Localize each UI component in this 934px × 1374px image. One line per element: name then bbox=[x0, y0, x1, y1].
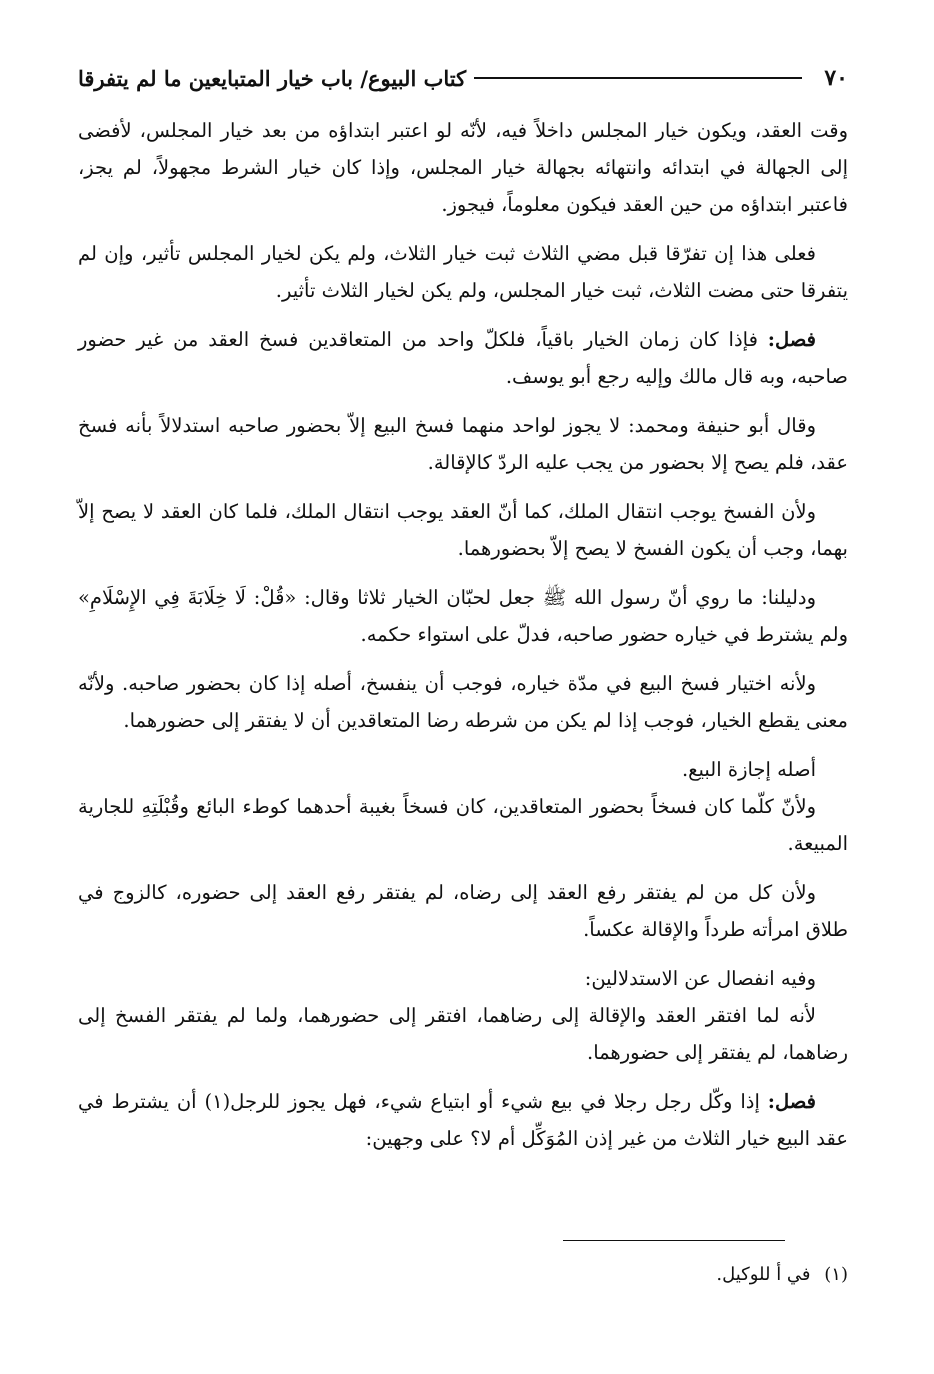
section-label: فصل: bbox=[767, 328, 816, 351]
footnote-number: (١) bbox=[824, 1264, 848, 1285]
paragraph-text: ولأن كل من لم يفتقر رفع العقد إلى رضاه، لم يفتقر رفع العقد إلى حضوره، كالزوج في طلاق امرأته طرداً والإقالة عكساً. bbox=[78, 881, 848, 941]
paragraph bbox=[78, 960, 848, 997]
paragraph-text: ودليلنا: ما روي أنّ رسول الله ﷺ جعل لحبّان الخيار ثلاثا وقال: «قُلْ: لَا خِلَابَةَ فِي الإِسْلَامِ» ولم يشترط في خياره حضور صاحبه، فدلّ على استواء حكمه. bbox=[78, 586, 848, 646]
chapter-title: كتاب البيوع/ باب خيار المتبايعين ما لم يتفرقا bbox=[78, 65, 467, 91]
paragraph bbox=[78, 1083, 848, 1157]
paragraph-text: أصله إجازة البيع. bbox=[681, 758, 816, 781]
footnote-rule bbox=[563, 1240, 785, 1241]
footnote bbox=[78, 1260, 848, 1290]
paragraph-text: ولأن الفسخ يوجب انتقال الملك، كما أنّ العقد يوجب انتقال الملك، فلما كان العقد لا يصح إلاّ بهما، وجب أن يكون الفسخ لا يصح إلاّ بحضورهما. bbox=[78, 500, 848, 560]
paragraph bbox=[78, 235, 848, 309]
body-text bbox=[78, 112, 848, 1169]
paragraph-text: وفيه انفصال عن الاستدلالين: bbox=[584, 967, 816, 990]
paragraph-text: ولأنّ كلّما كان فسخاً بحضور المتعاقدين، كان فسخاً بغيبة أحدهما كوطء البائع وقُبْلَتِهِ للجارية المبيعة. bbox=[78, 795, 848, 855]
page-number: ٧٠ bbox=[824, 65, 848, 91]
paragraph bbox=[78, 788, 848, 862]
paragraph bbox=[78, 997, 848, 1071]
paragraph-text: إذا وكّل رجل رجلا في بيع شيء أو ابتياع شيء، فهل يجوز للرجل(١) أن يشترط في عقد البيع خيار الثلاث من غير إذن المُوَكِّل أم لا؟ على وجهين: bbox=[78, 1090, 848, 1150]
paragraph bbox=[78, 751, 848, 788]
paragraph bbox=[78, 112, 848, 223]
paragraph bbox=[78, 321, 848, 395]
paragraph bbox=[78, 665, 848, 739]
paragraph-text: فإذا كان زمان الخيار باقياً، فلكلّ واحد من المتعاقدين فسخ العقد من غير حضور صاحبه، وبه قال مالك وإليه رجع أبو يوسف. bbox=[78, 328, 848, 388]
paragraph-text: لأنه لما افتقر العقد والإقالة إلى رضاهما، افتقر إلى حضورهما، ولما لم يفتقر الفسخ إلى رضاهما، لم يفتقر إلى حضورهما. bbox=[78, 1004, 848, 1064]
paragraph-text: فعلى هذا إن تفرّقا قبل مضي الثلاث ثبت خيار الثلاث، ولم يكن لخيار المجلس تأثير، وإن لم يتفرقا حتى مضت الثلاث، ثبت خيار المجلس، ولم يكن لخيار الثلاث تأثير. bbox=[78, 242, 848, 302]
paragraph bbox=[78, 493, 848, 567]
paragraph bbox=[78, 407, 848, 481]
paragraph-text: ولأنه اختيار فسخ البيع في مدّة خياره، فوجب أن ينفسخ، أصله إذا كان بحضور صاحبه. ولأنّه معنى يقطع الخيار، فوجب إذا لم يكن من شرطه رضا المتعاقدين أن لا يفتقر إلى حضورهما. bbox=[78, 672, 848, 732]
paragraph bbox=[78, 579, 848, 653]
section-label: فصل: bbox=[767, 1090, 816, 1113]
running-header bbox=[78, 58, 848, 98]
paragraph-text: وقت العقد، ويكون خيار المجلس داخلاً فيه، لأنّه لو اعتبر ابتداؤه من بعد خيار المجلس، لأفضى إلى الجهالة في ابتدائه وانتهائه بجهالة خيار المجلس، وإذا كان خيار الشرط مجهولاً، لم يجز، فاعتبر ابتداؤه من حين العقد فيكون معلوماً، فيجوز. bbox=[78, 119, 848, 216]
paragraph-text: وقال أبو حنيفة ومحمد: لا يجوز لواحد منهما فسخ البيع إلاّ بحضور صاحبه استدلالاً بأنه فسخ عقد، فلم يصح إلا بحضور من يجب عليه الردّ كالإقالة. bbox=[78, 414, 848, 474]
paragraph bbox=[78, 874, 848, 948]
footnote-text: في أ للوكيل. bbox=[716, 1264, 811, 1285]
header-rule bbox=[474, 77, 802, 79]
